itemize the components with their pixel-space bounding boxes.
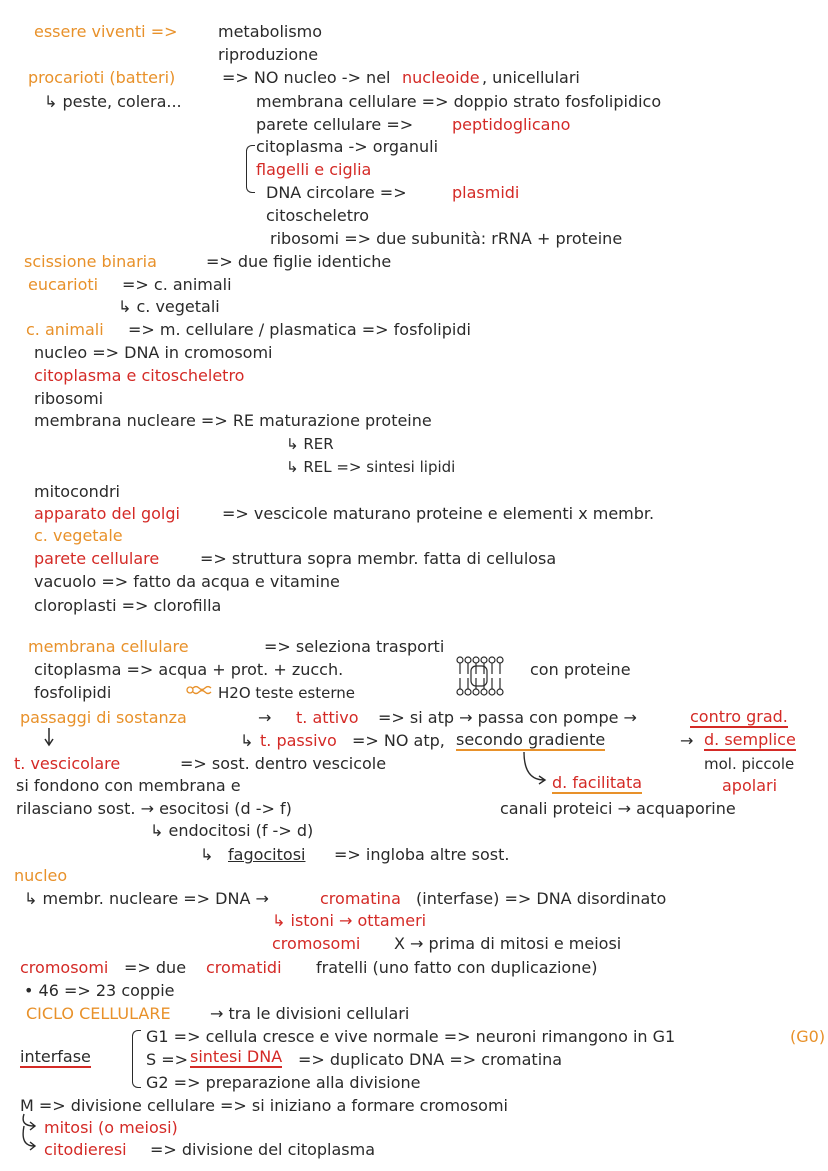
term-plasmidi: plasmidi [452, 183, 520, 202]
text-nucleo-dna: nucleo => DNA in cromosomi [34, 343, 273, 362]
text-c-animali-link: => c. animali [122, 275, 232, 294]
term-apparato-golgi: apparato del golgi [34, 504, 180, 523]
text-tra-divisioni: → tra le divisioni cellulari [210, 1004, 410, 1023]
heading-passaggi-sostanza: passaggi di sostanza [20, 708, 187, 727]
term-istoni: ↳ istoni → ottameri [272, 911, 427, 930]
curved-arrow-facilitata [522, 750, 550, 790]
text-dna-circolare: DNA circolare => [266, 183, 407, 202]
heading-nucleo: nucleo [14, 866, 68, 885]
text-citoplasma-acqua: citoplasma => acqua + prot. + zucch. [34, 660, 344, 679]
down-arrow-icon [44, 728, 54, 748]
term-peptidoglicano: peptidoglicano [452, 115, 571, 134]
term-sintesi-dna: sintesi DNA [190, 1047, 283, 1066]
term-mitosi: mitosi (o meiosi) [44, 1118, 178, 1137]
term-citodieresi: citodieresi [44, 1140, 127, 1159]
term-t-attivo: t. attivo [296, 708, 359, 727]
heading-procarioti: procarioti (batteri) [28, 68, 176, 87]
text-no-nucleo: => NO nucleo -> nel [222, 68, 391, 87]
text-vescicole-golgi: => vescicole maturano proteine e elementi x membr. [222, 504, 655, 523]
arrow-fagocitosi: ↳ [200, 845, 214, 864]
text-rel: ↳ REL => sintesi lipidi [286, 458, 456, 476]
text-citoscheletro-pro: citoscheletro [266, 206, 369, 225]
text-divisione-citoplasma: => divisione del citoplasma [150, 1140, 376, 1159]
text-mitocondri: mitocondri [34, 482, 120, 501]
phospholipid-bilayer-icon [455, 656, 503, 696]
brace-interfase [132, 1030, 141, 1088]
term-t-vescicolare: t. vescicolare [14, 754, 121, 773]
phospholipid-tail-icon [186, 683, 214, 697]
text-m-divisione: M => divisione cellulare => si iniziano a formare cromosomi [20, 1096, 508, 1115]
text-no-atp: => NO atp, [352, 731, 445, 750]
text-membrana-cellulare-pro: membrana cellulare => doppio strato fosfolipidico [256, 92, 662, 111]
arrow-passivo: ↳ [240, 731, 254, 750]
term-cromatina: cromatina [320, 889, 401, 908]
text-fagocitosi: fagocitosi [228, 845, 306, 864]
term-d-semplice: d. semplice [704, 730, 796, 749]
text-struttura-cellulosa: => struttura sopra membr. fatta di cellulosa [200, 549, 557, 568]
arrow-trasporto: → [258, 708, 272, 727]
text-citoplasma-organuli: citoplasma -> organuli [256, 137, 439, 156]
arrow-gradiente: → [680, 731, 694, 750]
text-due: => due [124, 958, 187, 977]
text-s-phase: S => [146, 1050, 189, 1069]
text-interfase-disordinato: (interfase) => DNA disordinato [416, 889, 667, 908]
text-si-atp-pompe: => si atp → passa con pompe → [378, 708, 637, 727]
brace-organuli [246, 145, 255, 193]
term-parete-cellulare: parete cellulare [34, 549, 160, 568]
heading-membrana-cellulare: membrana cellulare [28, 637, 189, 656]
text-seleziona-trasporti: => seleziona trasporti [264, 637, 445, 656]
term-flagelli-ciglia: flagelli e ciglia [256, 160, 372, 179]
term-citoplasma-citoscheletro: citoplasma e citoscheletro [34, 366, 245, 385]
term-cromatidi: cromatidi [206, 958, 282, 977]
term-cromosomi-x: cromosomi [272, 934, 361, 953]
text-esocitosi: rilasciano sost. → esocitosi (d -> f) [16, 799, 292, 818]
text-con-proteine: con proteine [530, 660, 631, 679]
text-canali-proteici: canali proteici → acquaporine [500, 799, 736, 818]
heading-scissione-binaria: scissione binaria [24, 252, 157, 271]
heading-c-animali: c. animali [26, 320, 104, 339]
heading-c-vegetale: c. vegetale [34, 526, 123, 545]
term-cromosomi: cromosomi [20, 958, 109, 977]
text-endocitosi: ↳ endocitosi (f -> d) [150, 821, 314, 840]
text-g1: G1 => cellula cresce e vive normale => neuroni rimangono in G1 [146, 1027, 676, 1046]
text-unicellulari: , unicellulari [482, 68, 580, 87]
text-membrana-nucleare-re: membrana nucleare => RE maturazione proteine [34, 411, 432, 430]
text-fosfolipidi: fosfolipidi [34, 683, 112, 702]
term-t-passivo: t. passivo [260, 731, 337, 750]
text-g2: G2 => preparazione alla divisione [146, 1073, 421, 1092]
text-fratelli: fratelli (uno fatto con duplicazione) [316, 958, 598, 977]
heading-ciclo-cellulare: CICLO CELLULARE [26, 1004, 171, 1023]
text-mol-piccole: mol. piccole [704, 755, 795, 773]
text-membr-nucleare: ↳ membr. nucleare => DNA → [24, 889, 269, 908]
term-nucleoide: nucleoide [402, 68, 480, 87]
text-rer: ↳ RER [286, 435, 334, 453]
text-vacuolo: vacuolo => fatto da acqua e vitamine [34, 572, 340, 591]
text-ribosomi: ribosomi [34, 389, 104, 408]
text-cloroplasti: cloroplasti => clorofilla [34, 596, 222, 615]
text-ingloba: => ingloba altre sost. [334, 845, 510, 864]
text-ribosomi-pro: ribosomi => due subunità: rRNA + proteine [270, 229, 623, 248]
heading-eucarioti: eucarioti [28, 275, 99, 294]
term-d-facilitata: d. facilitata [552, 773, 643, 792]
text-46-coppie: • 46 => 23 coppie [24, 981, 175, 1000]
text-duplicato-dna: => duplicato DNA => cromatina [298, 1050, 563, 1069]
term-interfase: interfase [20, 1047, 91, 1066]
text-riproduzione: riproduzione [218, 45, 319, 64]
branch-arrow-icon [20, 1114, 42, 1150]
text-due-figlie: => due figlie identiche [206, 252, 392, 271]
text-peste-colera: ↳ peste, colera... [44, 92, 182, 111]
text-membrana-plasmatica: => m. cellulare / plasmatica => fosfolipidi [128, 320, 471, 339]
heading-essere-viventi: essere viventi => [34, 22, 178, 41]
text-teste-esterne: H2O teste esterne [218, 684, 355, 702]
text-metabolismo: metabolismo [218, 22, 323, 41]
term-g0: (G0) [790, 1027, 826, 1046]
text-sost-dentro-vescicole: => sost. dentro vescicole [180, 754, 387, 773]
text-prima-mitosi: X → prima di mitosi e meiosi [394, 934, 622, 953]
term-contro-grad: contro grad. [690, 707, 788, 726]
term-apolari: apolari [722, 776, 778, 795]
text-parete-cellulare-pro: parete cellulare => [256, 115, 414, 134]
text-c-vegetali-link: ↳ c. vegetali [118, 297, 220, 316]
text-si-fondono: si fondono con membrana e [16, 776, 241, 795]
text-secondo-gradiente: secondo gradiente [456, 730, 606, 749]
